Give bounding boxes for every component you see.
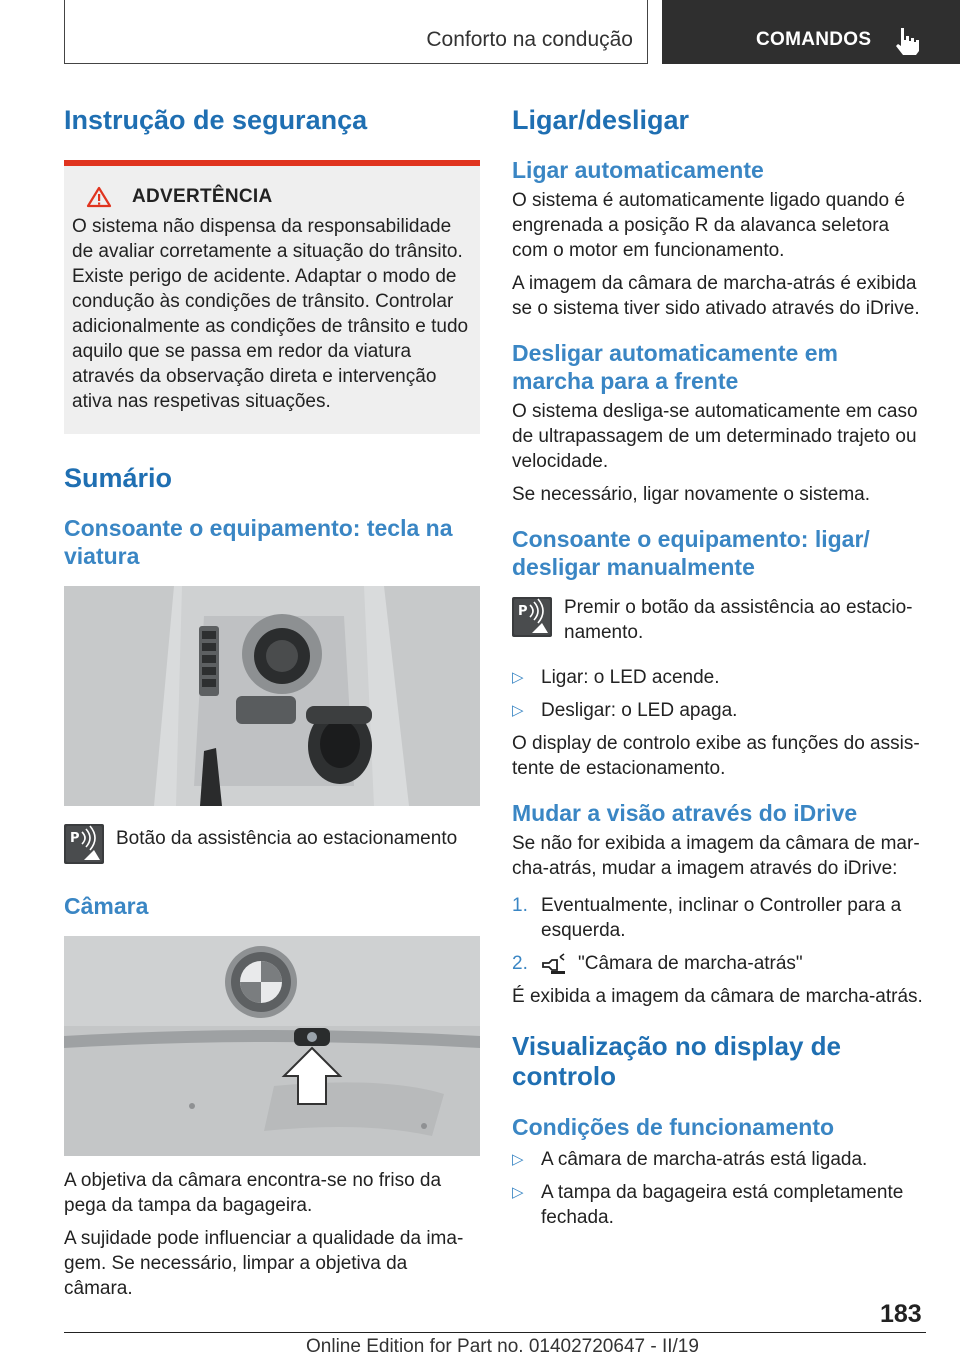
safety-title: Instrução de segurança xyxy=(64,105,368,135)
warning-box xyxy=(64,166,480,434)
auto-off-title: Desligar automaticamente em marcha para a frente xyxy=(512,340,838,394)
manual-icon-text: Premir o botão da assistência ao estacio-namento. xyxy=(564,597,913,643)
right-column xyxy=(512,98,926,1230)
idrive-paragraph: Se não for exibida a imagem da câmara de mar-cha-atrás, mudar a imagem através do iDrive: xyxy=(512,833,920,879)
footer-divider xyxy=(64,1332,926,1333)
svg-text:P: P xyxy=(518,604,528,619)
list-item: 2. "Câmara de marcha-atrás" xyxy=(512,953,803,974)
camera-photo xyxy=(64,936,480,1156)
button-caption: Botão da assistência ao estacionamento xyxy=(116,828,458,849)
list-item: ▷ Ligar: o LED acende. xyxy=(512,667,720,688)
list-item: ▷ Desligar: o LED apaga. xyxy=(512,700,738,721)
left-column xyxy=(64,98,480,1301)
conditions-list xyxy=(512,1147,926,1230)
button-caption-row xyxy=(64,824,480,864)
display-title: Visualização no display de controlo xyxy=(512,1031,841,1091)
auto-off-paragraph-2: Se necessário, ligar novamente o sistema. xyxy=(512,484,871,505)
list-item: ▷ A tampa da bagageira está completamente fechada. xyxy=(512,1182,904,1228)
summary-title: Sumário xyxy=(64,463,173,493)
camera-paragraph-2: A sujidade pode influenciar a qualidade da ima-gem. Se necessário, limpar a objetiva da câmara. xyxy=(64,1228,464,1299)
list-item: 1. Eventualmente, inclinar o Controller para a esquerda. xyxy=(512,895,902,941)
auto-on-paragraph-2: A imagem da câmara de marcha-atrás é exibida se o sistema tiver sido ativado através do iDrive. xyxy=(512,273,920,319)
warning-block xyxy=(64,160,480,434)
button-subtitle: Consoante o equipamento: tecla na viatura xyxy=(64,515,453,569)
footer-edition: Online Edition for Part no. 01402720647 - II/19 xyxy=(306,1336,699,1357)
console-photo xyxy=(64,586,480,806)
warning-text: O sistema não dispensa da responsabilidade de avaliar corretamente a situação do trânsito. Existe perigo de acidente. Adaptar o modo de condução às condições de trânsito. Controlar adicionalmente as condições de trânsito e tudo aquilo que se passa em redor da viatura através da observação direta e intervenção ativa nas respetivas situações. xyxy=(72,216,469,412)
manual-paragraph: O display de controlo exibe as funções do assis-tente de estacionamento. xyxy=(512,733,920,779)
rear-camera-icon xyxy=(541,953,567,975)
conditions-title: Condições de funcionamento xyxy=(512,1114,835,1140)
manual-icon-row xyxy=(512,597,926,645)
manual-title: Consoante o equipamento: ligar/ desligar manualmente xyxy=(512,526,870,580)
auto-off-paragraph-1: O sistema desliga-se automaticamente em caso de ultrapassagem de um determinado trajeto ou velocidade. xyxy=(512,401,918,472)
header-section-box xyxy=(64,0,648,64)
park-assist-icon xyxy=(64,824,104,864)
idrive-result: É exibida a imagem da câmara de marcha-atrás. xyxy=(512,986,923,1007)
auto-on-title: Ligar automaticamente xyxy=(512,157,764,183)
header-section-title: Conforto na condução xyxy=(426,28,633,51)
onoff-title: Ligar/desligar xyxy=(512,105,690,135)
camera-title: Câmara xyxy=(64,893,149,919)
page-number: 183 xyxy=(880,1300,922,1328)
park-assist-icon xyxy=(512,597,552,637)
camera-paragraph-1: A objetiva da câmara encontra-se no friso da pega da tampa da bagageira. xyxy=(64,1170,442,1216)
list-item: ▷ A câmara de marcha-atrás está ligada. xyxy=(512,1149,868,1170)
idrive-title: Mudar a visão através do iDrive xyxy=(512,800,858,826)
auto-on-paragraph-1: O sistema é automaticamente ligado quando é engrenada a posição R da alavanca seletora com o motor em funcionamento. xyxy=(512,190,905,261)
manual-list xyxy=(512,665,926,723)
idrive-steps xyxy=(512,893,926,976)
warning-triangle-icon xyxy=(86,186,112,208)
warning-label: ADVERTÊNCIA xyxy=(132,186,273,207)
header-chapter-title: COMANDOS xyxy=(756,29,872,50)
warning-heading xyxy=(72,186,470,208)
svg-text:P: P xyxy=(70,831,80,846)
pointing-hand-icon xyxy=(893,24,921,56)
